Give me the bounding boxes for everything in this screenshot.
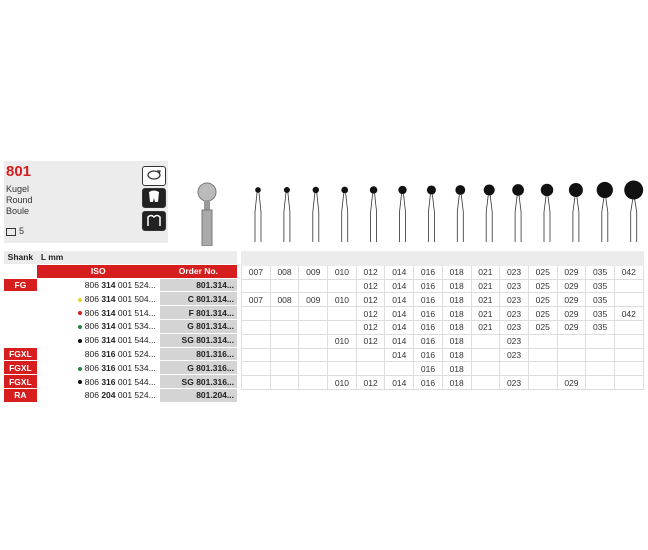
size-row — [242, 334, 644, 348]
size-cell — [528, 348, 557, 362]
size-cell: 012 — [356, 265, 385, 279]
size-cell — [299, 376, 328, 390]
grit-dot-icon — [78, 325, 82, 329]
size-cell: 018 — [442, 320, 471, 334]
size-cell: 035 — [586, 279, 615, 293]
size-cell — [557, 362, 586, 376]
size-cell: 025 — [528, 265, 557, 279]
size-cell — [270, 307, 299, 321]
size-cell: 023 — [500, 348, 529, 362]
pack-quantity — [6, 226, 24, 236]
order-number-cell: 801.316... — [160, 347, 237, 361]
size-cell: 018 — [442, 293, 471, 307]
size-cell — [270, 348, 299, 362]
shank-cell — [4, 306, 37, 320]
iso-cell: 806 204 001 524... — [37, 388, 160, 402]
size-cell: 029 — [557, 279, 586, 293]
table-row — [4, 278, 237, 292]
product-name-de: Kugel — [6, 184, 30, 194]
bur-drawing-025 — [541, 184, 554, 242]
bur-drawing-042 — [624, 181, 643, 242]
iso-cell: 806 316 001 524... — [37, 347, 160, 361]
order-number-cell: F 801.314... — [160, 306, 237, 320]
size-cell — [270, 376, 299, 390]
header-lmm: L mm — [37, 251, 237, 264]
size-cell: 009 — [299, 265, 328, 279]
size-cell — [471, 334, 500, 348]
size-cell: 016 — [414, 307, 443, 321]
size-cell: 029 — [557, 307, 586, 321]
size-cell: 016 — [414, 362, 443, 376]
table-row — [4, 388, 237, 402]
rotation-icon — [142, 166, 166, 186]
size-cell — [242, 320, 271, 334]
size-cell: 014 — [385, 293, 414, 307]
size-cell — [557, 334, 586, 348]
size-cell: 021 — [471, 307, 500, 321]
size-row — [242, 320, 644, 334]
size-cell — [586, 334, 615, 348]
product-name-en: Round — [6, 195, 33, 205]
size-cell — [328, 307, 357, 321]
iso-cell: 806 316 001 534... — [37, 361, 160, 375]
size-cell: 010 — [328, 293, 357, 307]
bur-photo — [198, 183, 216, 246]
size-cell — [242, 348, 271, 362]
iso-cell: 806 316 001 544... — [37, 375, 160, 389]
size-cell: 018 — [442, 265, 471, 279]
size-row — [242, 348, 644, 362]
size-row — [242, 362, 644, 376]
size-cell — [270, 320, 299, 334]
size-cell: 018 — [442, 307, 471, 321]
grit-dot-icon — [78, 367, 82, 371]
table-row — [4, 347, 237, 361]
bur-drawing-016 — [427, 185, 436, 242]
tooth-icon — [142, 188, 166, 208]
shank-cell — [4, 333, 37, 347]
size-cell: 018 — [442, 279, 471, 293]
size-cell: 010 — [328, 334, 357, 348]
size-cell — [356, 348, 385, 362]
size-row — [242, 376, 644, 390]
size-cell: 029 — [557, 293, 586, 307]
size-row — [242, 279, 644, 293]
iso-order-table — [4, 251, 237, 403]
size-cell: 035 — [586, 293, 615, 307]
size-cell: 018 — [442, 362, 471, 376]
size-cell — [471, 376, 500, 390]
size-cell — [356, 362, 385, 376]
size-cell: 042 — [614, 265, 643, 279]
size-grid — [241, 251, 644, 390]
size-cell — [328, 320, 357, 334]
size-cell: 023 — [500, 320, 529, 334]
size-cell — [242, 362, 271, 376]
bur-drawing-014 — [398, 186, 406, 242]
table-row — [4, 375, 237, 389]
size-cell: 035 — [586, 265, 615, 279]
bur-drawing-018 — [455, 185, 465, 242]
size-cell — [328, 348, 357, 362]
grit-dot-icon — [78, 298, 82, 302]
size-cell: 007 — [242, 265, 271, 279]
table-row — [4, 333, 237, 347]
size-cell: 023 — [500, 265, 529, 279]
size-cell — [500, 362, 529, 376]
size-cell — [242, 307, 271, 321]
size-cell — [528, 362, 557, 376]
size-cell: 010 — [328, 376, 357, 390]
size-cell — [299, 362, 328, 376]
size-cell: 008 — [270, 293, 299, 307]
size-cell: 025 — [528, 279, 557, 293]
size-cell — [242, 334, 271, 348]
size-cell — [299, 307, 328, 321]
size-cell — [471, 348, 500, 362]
size-cell: 021 — [471, 293, 500, 307]
size-cell: 014 — [385, 348, 414, 362]
header-shank: Shank — [4, 251, 37, 264]
bur-drawing-008 — [284, 187, 290, 242]
grit-dot-icon — [78, 380, 82, 384]
size-cell — [586, 376, 615, 390]
order-number-cell: SG 801.314... — [160, 333, 237, 347]
size-cell — [614, 320, 643, 334]
size-cell — [528, 334, 557, 348]
size-cell — [299, 348, 328, 362]
size-cell: 035 — [586, 307, 615, 321]
size-cell — [270, 279, 299, 293]
size-cell: 018 — [442, 334, 471, 348]
size-cell — [385, 362, 414, 376]
order-number-cell: C 801.314... — [160, 292, 237, 306]
size-cell: 014 — [385, 307, 414, 321]
size-cell: 025 — [528, 307, 557, 321]
iso-cell: 806 314 001 514... — [37, 306, 160, 320]
size-cell: 016 — [414, 334, 443, 348]
shank-cell: RA — [4, 388, 37, 402]
size-cell: 023 — [500, 334, 529, 348]
grit-dot-icon — [78, 339, 82, 343]
size-cell: 016 — [414, 293, 443, 307]
size-cell: 012 — [356, 334, 385, 348]
table-row — [4, 361, 237, 375]
bur-drawing-012 — [370, 186, 378, 242]
size-cell — [614, 376, 643, 390]
size-cell: 014 — [385, 279, 414, 293]
size-cell: 014 — [385, 376, 414, 390]
size-row — [242, 265, 644, 279]
shank-cell — [4, 319, 37, 333]
bur-drawing-035 — [597, 182, 613, 242]
size-cell: 035 — [586, 320, 615, 334]
size-cell — [299, 320, 328, 334]
size-cell: 012 — [356, 293, 385, 307]
size-cell — [299, 334, 328, 348]
size-cell: 012 — [356, 307, 385, 321]
size-cell: 029 — [557, 320, 586, 334]
size-cell — [586, 362, 615, 376]
size-cell: 016 — [414, 265, 443, 279]
size-cell: 012 — [356, 279, 385, 293]
size-cell: 014 — [385, 265, 414, 279]
size-cell: 021 — [471, 265, 500, 279]
sterile-icon — [142, 211, 166, 231]
order-number-cell: G 801.316... — [160, 361, 237, 375]
size-cell: 023 — [500, 307, 529, 321]
size-cell: 014 — [385, 320, 414, 334]
iso-cell: 806 314 001 544... — [37, 333, 160, 347]
size-cell — [614, 362, 643, 376]
order-number-cell: 801.204... — [160, 388, 237, 402]
header-order-no: Order No. — [160, 264, 237, 278]
header-iso: ISO — [37, 264, 160, 278]
size-cell: 008 — [270, 265, 299, 279]
shank-cell: FG — [4, 278, 37, 292]
bur-drawing-023 — [512, 184, 524, 242]
shank-cell: FGXL — [4, 375, 37, 389]
size-cell: 018 — [442, 348, 471, 362]
size-cell: 009 — [299, 293, 328, 307]
size-cell — [557, 348, 586, 362]
shank-cell: FGXL — [4, 361, 37, 375]
size-cell: 023 — [500, 279, 529, 293]
package-icon — [6, 228, 16, 236]
pack-quantity-value: 5 — [19, 226, 25, 236]
size-cell: 012 — [356, 376, 385, 390]
size-row — [242, 307, 644, 321]
table-row — [4, 319, 237, 333]
bur-drawing-021 — [484, 185, 495, 242]
size-cell — [614, 348, 643, 362]
iso-cell: 806 314 001 524... — [37, 278, 160, 292]
size-cell — [299, 279, 328, 293]
shank-cell — [4, 292, 37, 306]
size-cell: 025 — [528, 320, 557, 334]
size-cell — [328, 362, 357, 376]
order-number-cell: 801.314... — [160, 278, 237, 292]
size-cell: 016 — [414, 348, 443, 362]
size-cell: 014 — [385, 334, 414, 348]
size-cell: 021 — [471, 320, 500, 334]
size-cell — [614, 334, 643, 348]
size-cell — [614, 279, 643, 293]
size-cell: 018 — [442, 376, 471, 390]
instrument-illustrations — [172, 160, 648, 246]
size-cell — [328, 279, 357, 293]
bur-drawing-007 — [255, 187, 261, 242]
order-number-cell: G 801.314... — [160, 319, 237, 333]
bur-drawing-010 — [341, 187, 348, 242]
grit-dot-icon — [78, 311, 82, 315]
size-cell — [586, 348, 615, 362]
size-cell — [614, 293, 643, 307]
size-cell: 012 — [356, 320, 385, 334]
shank-cell: FGXL — [4, 347, 37, 361]
size-cell: 025 — [528, 293, 557, 307]
iso-cell: 806 314 001 504... — [37, 292, 160, 306]
size-cell: 016 — [414, 376, 443, 390]
size-cell — [242, 279, 271, 293]
size-cell: 010 — [328, 265, 357, 279]
size-cell — [270, 362, 299, 376]
order-number-cell: SG 801.316... — [160, 375, 237, 389]
size-cell: 029 — [557, 265, 586, 279]
size-cell: 042 — [614, 307, 643, 321]
size-cell: 029 — [557, 376, 586, 390]
table-row — [4, 292, 237, 306]
size-cell — [242, 376, 271, 390]
size-cell: 007 — [242, 293, 271, 307]
product-name-fr: Boule — [6, 206, 30, 216]
size-cell — [270, 334, 299, 348]
size-cell — [471, 362, 500, 376]
size-cell: 021 — [471, 279, 500, 293]
size-row — [242, 293, 644, 307]
iso-cell: 806 314 001 534... — [37, 319, 160, 333]
size-cell — [528, 376, 557, 390]
size-cell: 016 — [414, 279, 443, 293]
bur-drawing-009 — [313, 187, 319, 242]
size-cell: 016 — [414, 320, 443, 334]
bur-drawing-029 — [569, 183, 583, 242]
size-cell: 023 — [500, 293, 529, 307]
size-cell: 023 — [500, 376, 529, 390]
table-row — [4, 306, 237, 320]
product-number: 801 — [6, 163, 32, 180]
